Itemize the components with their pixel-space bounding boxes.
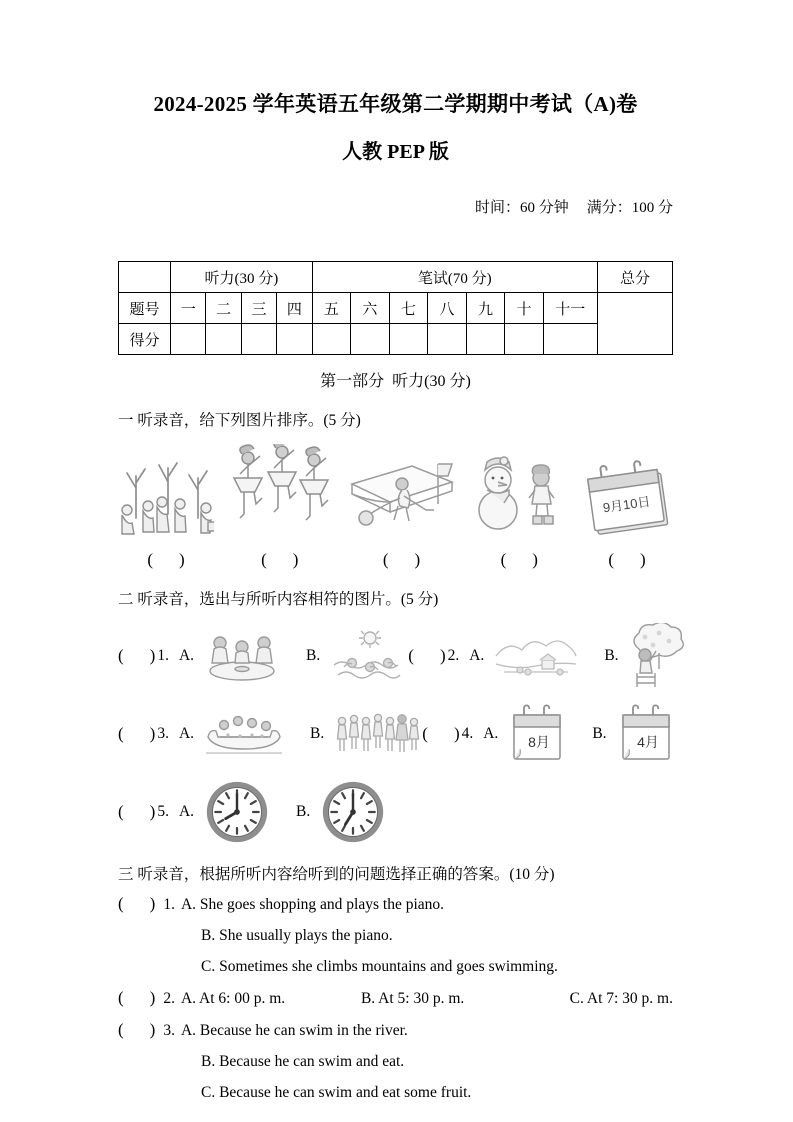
option-b-label: B.	[296, 803, 311, 820]
section1-item-1	[118, 456, 214, 570]
question-number: 1.	[163, 896, 175, 913]
option-b-label: B.	[310, 725, 325, 742]
total-header-cell: 总分	[597, 262, 672, 293]
answer-slot: ( )	[608, 550, 646, 569]
section1-picture-row	[118, 444, 673, 570]
item-number: 4.	[461, 725, 474, 742]
calendar-month-label: 4月	[636, 734, 659, 750]
section1-item-4	[471, 452, 567, 570]
calendar-date-label: 9月10日	[601, 493, 652, 516]
part1-heading: 第一部分 听力(30 分)	[320, 373, 471, 390]
item-number: 1.	[157, 647, 169, 664]
fullscore-info: 满分：100 分	[586, 200, 673, 216]
s3-q1-line-c	[118, 956, 673, 978]
ballet-dancing-illustration	[228, 444, 332, 538]
question-number: 2.	[163, 990, 175, 1007]
time-info: 时间：60 分钟	[474, 200, 569, 216]
option-a-label: A.	[483, 725, 499, 742]
answer-slot: ( )	[118, 646, 156, 665]
section2-row-3	[118, 779, 673, 845]
written-header-cell: 笔试(70 分)	[312, 262, 597, 293]
section2-title: 二 听录音，选出与所听内容相符的图片。(5 分)	[118, 591, 439, 608]
score-cell	[277, 324, 312, 355]
qnum-cell: 五	[312, 293, 351, 324]
s3-question-2	[118, 987, 673, 1010]
s3-q3-line-b	[118, 1051, 673, 1073]
calendar-august-illustration	[508, 703, 566, 765]
score-cell	[312, 324, 351, 355]
score-table	[118, 261, 673, 355]
s2-item-2	[408, 623, 684, 689]
option-a: A. She goes shopping and plays the piano.	[180, 896, 445, 913]
section2-row-2	[118, 703, 673, 765]
s2-item-3	[118, 709, 422, 759]
option-a: A. Because he can swim in the river.	[180, 1022, 408, 1039]
score-cell	[505, 324, 544, 355]
score-cell	[543, 324, 597, 355]
s3-question-1	[118, 893, 673, 978]
s3-q1-line-b	[118, 925, 673, 947]
score-cell	[428, 324, 467, 355]
score-row-label: 得分	[119, 324, 171, 355]
qnum-cell: 一	[171, 293, 206, 324]
picking-apples-illustration	[629, 623, 685, 689]
qnum-cell: 二	[206, 293, 241, 324]
answer-slot: ( )	[382, 550, 421, 569]
question-row-label: 题号	[119, 293, 171, 324]
qnum-cell: 九	[466, 293, 505, 324]
clock-8-oclock-illustration	[204, 779, 270, 845]
qnum-cell: 四	[277, 293, 312, 324]
exam-meta	[118, 179, 673, 234]
option-b-label: B.	[306, 647, 321, 664]
s3-q1-line-a	[118, 893, 673, 916]
qnum-cell: 八	[428, 293, 467, 324]
qnum-cell: 十一	[543, 293, 597, 324]
calendar-illustration	[581, 456, 673, 538]
qnum-cell: 三	[241, 293, 276, 324]
answer-slot: ( )	[118, 988, 156, 1007]
answer-slot: ( )	[147, 550, 185, 569]
s2-item-1	[118, 627, 408, 685]
page-subtitle: 人教 PEP 版	[342, 141, 449, 163]
making-snowman-illustration	[471, 452, 567, 538]
option-a-label: A.	[178, 647, 195, 664]
option-b-label: B.	[592, 725, 607, 742]
calendar-month-label: 8月	[528, 734, 551, 750]
option-a-label: A.	[178, 725, 195, 742]
option-b: B. She usually plays the piano.	[201, 927, 393, 944]
item-number: 3.	[157, 725, 169, 742]
score-cell	[389, 324, 428, 355]
item-number: 2.	[447, 647, 460, 664]
s3-question-3	[118, 1019, 673, 1104]
countryside-scene-illustration	[494, 630, 578, 682]
option-a-label: A.	[469, 647, 485, 664]
option-c: C. Because he can swim and eat some fruit.	[201, 1084, 472, 1101]
qnum-cell: 六	[351, 293, 390, 324]
section1-item-2	[228, 444, 332, 570]
clock-7-oclock-illustration	[320, 779, 386, 845]
qnum-cell: 十	[505, 293, 544, 324]
score-cell	[351, 324, 390, 355]
section3-title: 三 听录音，根据所听内容给听到的问题选择正确的答案。(10 分)	[118, 866, 555, 883]
score-cell	[171, 324, 206, 355]
answer-slot: ( )	[422, 724, 460, 743]
option-b-label: B.	[604, 647, 619, 664]
s3-q3-line-a	[118, 1019, 673, 1042]
section2-row-1	[118, 623, 673, 689]
answer-slot: ( )	[500, 550, 538, 569]
answer-slot: ( )	[118, 802, 156, 821]
score-cell	[466, 324, 505, 355]
question-number: 3.	[163, 1022, 175, 1039]
option-c: C. At 7: 30 p. m.	[569, 990, 673, 1007]
answer-slot: ( )	[118, 1020, 156, 1039]
score-cell	[206, 324, 241, 355]
score-row	[119, 324, 673, 355]
section1-item-3	[346, 454, 458, 570]
s2-item-5	[118, 779, 396, 845]
listening-header-cell: 听力(30 分)	[171, 262, 313, 293]
answer-slot: ( )	[118, 894, 156, 913]
s3-q2-line	[118, 987, 673, 1010]
answer-slot: ( )	[408, 646, 446, 665]
section1-item-5	[581, 456, 673, 570]
total-score-cell	[597, 293, 672, 355]
item-number: 5.	[157, 803, 169, 820]
dragon-boat-illustration	[204, 711, 284, 757]
qnum-cell: 七	[389, 293, 428, 324]
crowd-of-people-illustration	[334, 709, 422, 759]
planting-trees-illustration	[118, 456, 214, 538]
option-c: C. Sometimes she climbs mountains and goes swimming.	[201, 958, 558, 975]
option-a: A. At 6: 00 p. m.	[180, 990, 286, 1007]
answer-slot: ( )	[118, 724, 156, 743]
cleaning-room-illustration	[346, 454, 458, 538]
option-b: B. At 5: 30 p. m.	[360, 990, 465, 1007]
family-dinner-illustration	[204, 627, 280, 685]
answer-slot: ( )	[261, 550, 299, 569]
option-a-label: A.	[178, 803, 195, 820]
swimming-under-sun-illustration	[330, 627, 408, 685]
corner-cell	[119, 262, 171, 293]
question-number-row	[119, 293, 673, 324]
page-title: 2024-2025 学年英语五年级第二学期期中考试（A)卷	[153, 92, 638, 116]
option-b: B. Because he can swim and eat.	[201, 1053, 405, 1070]
calendar-april-illustration	[617, 703, 675, 765]
s3-q3-line-c	[118, 1082, 673, 1104]
table-header-row	[119, 262, 673, 293]
s2-item-4	[422, 703, 674, 765]
score-cell	[241, 324, 276, 355]
section1-title: 一 听录音，给下列图片排序。(5 分)	[118, 412, 361, 429]
